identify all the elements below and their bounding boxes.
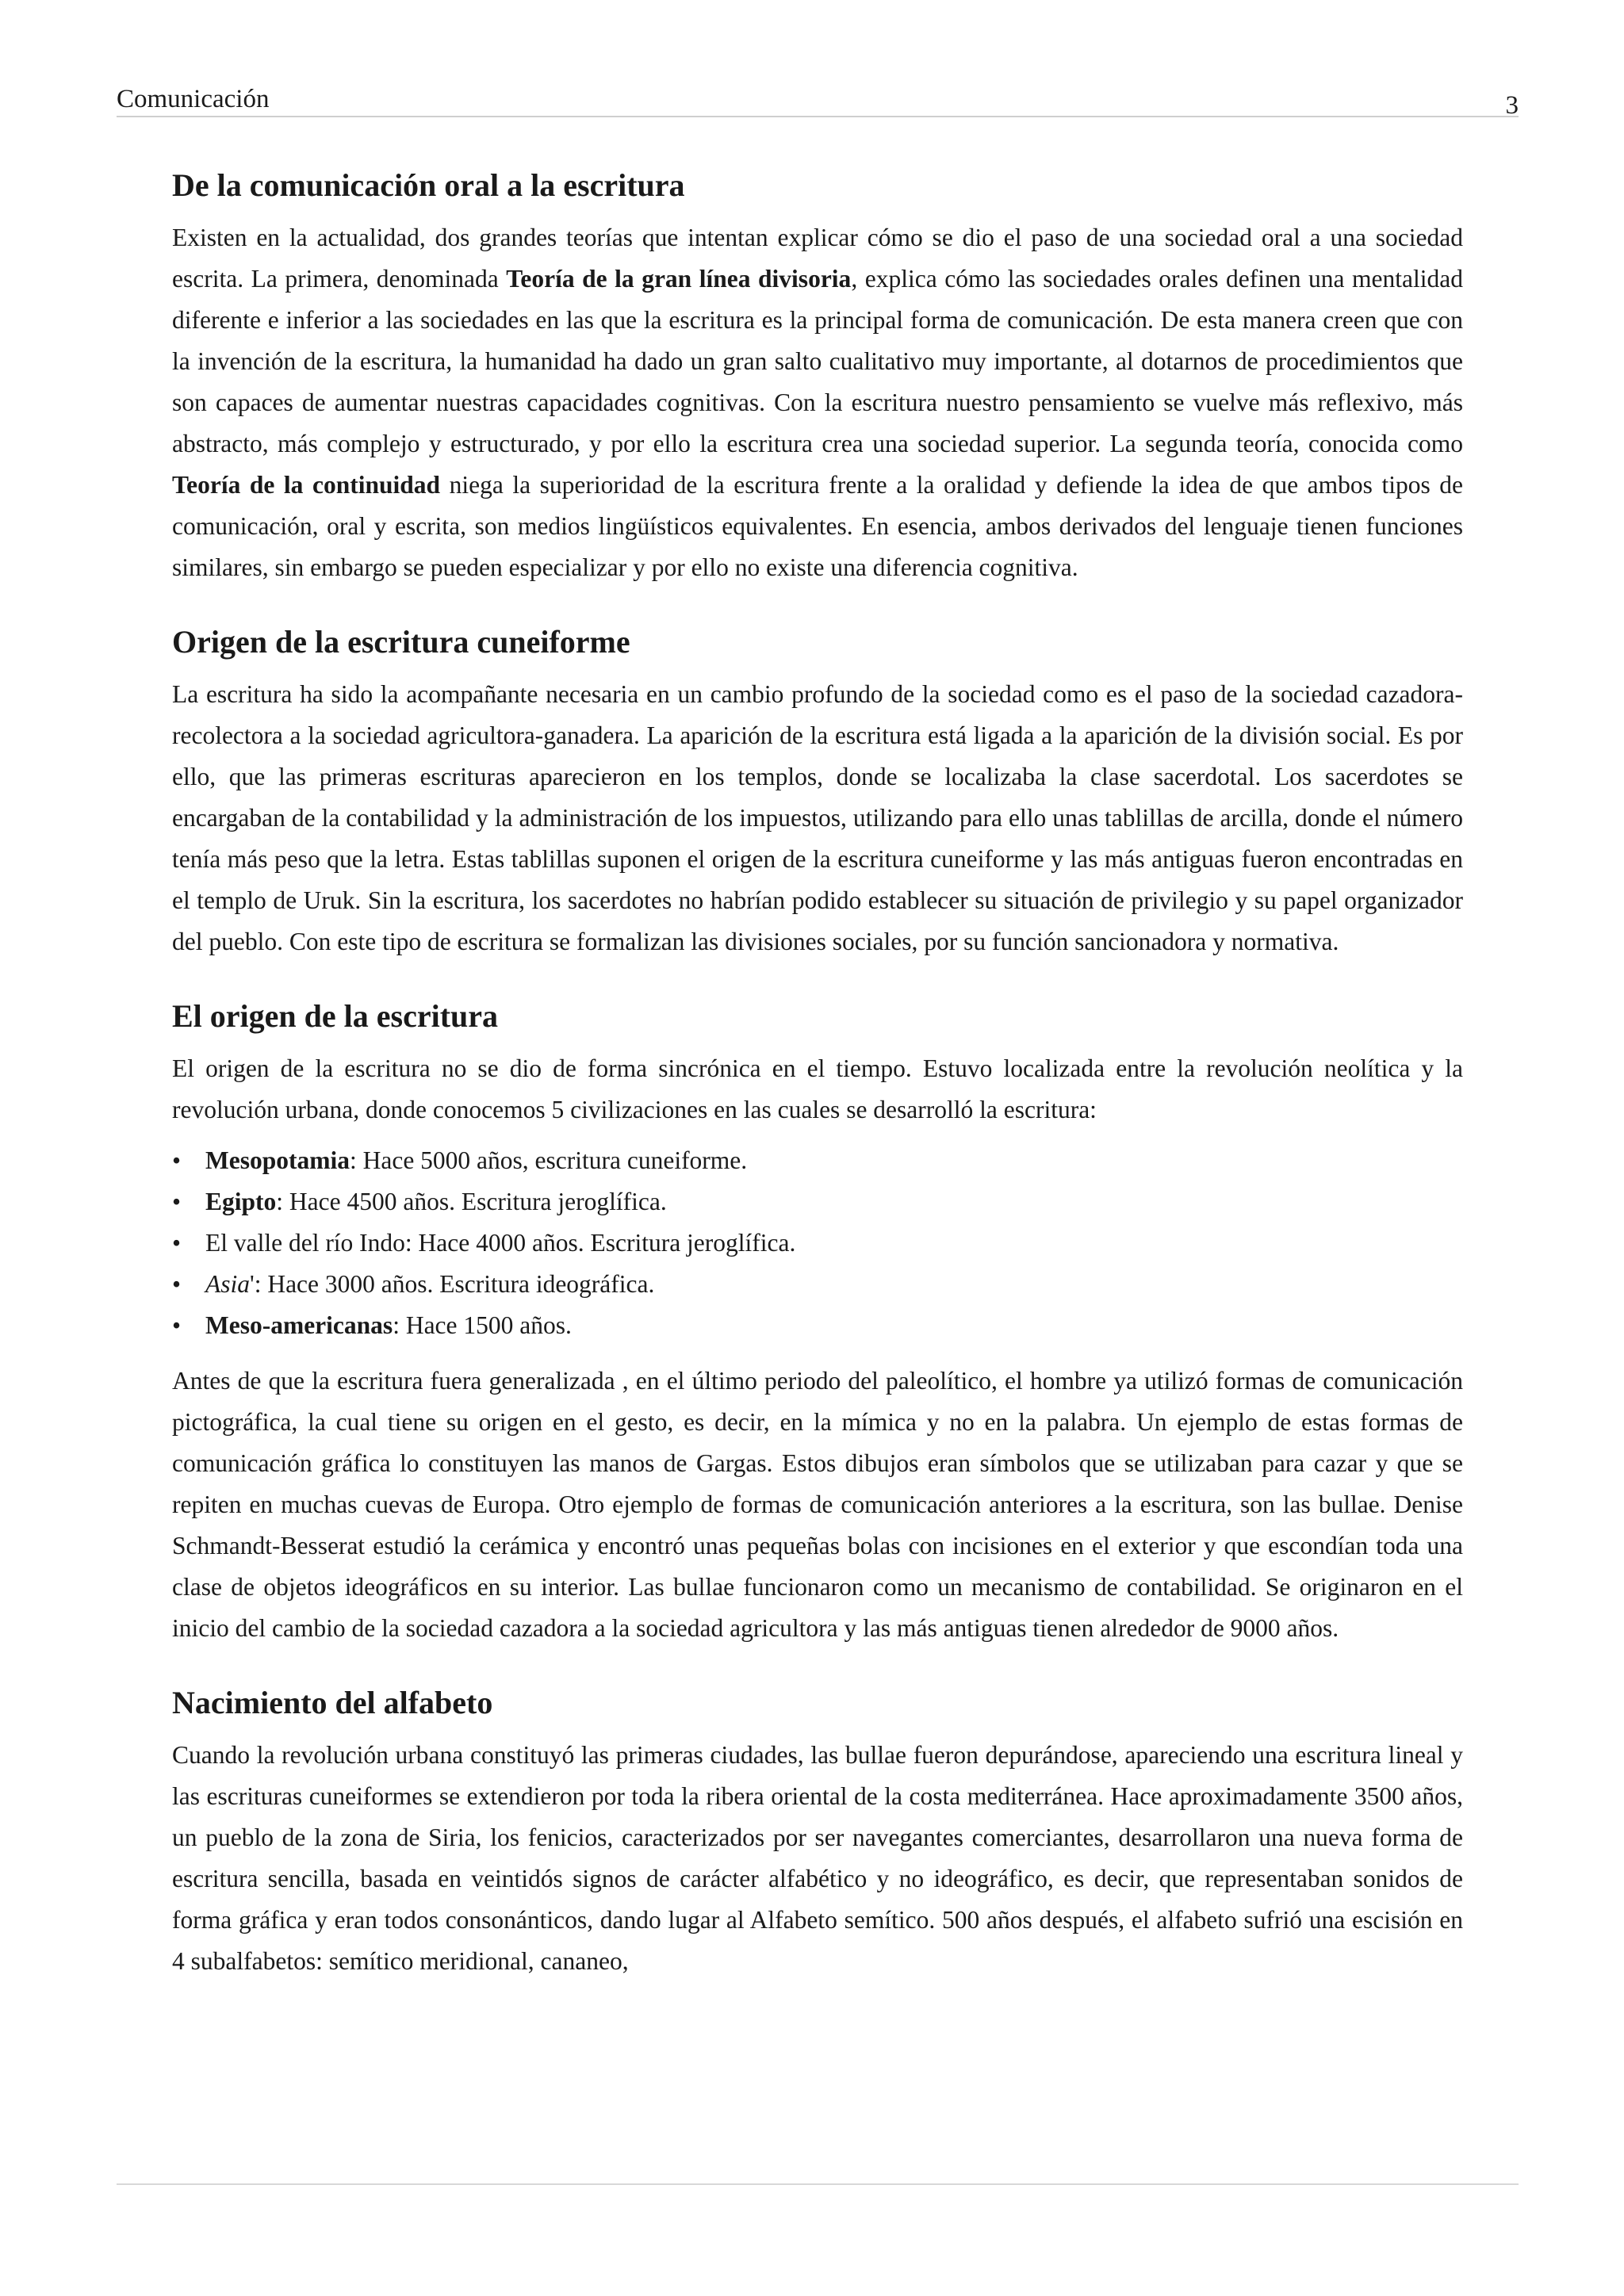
list-item-text: : Hace 4500 años. Escritura jeroglífica. [276,1188,667,1215]
text-run: , explica cómo las sociedades orales definen una mentalidad diferente e inferior a las sociedades en las que la escritura es la principal forma de comunicación. De esta manera creen que con la invención de la escritura, la humanidad ha dado un gran salto cualitativo muy importante, al dotarnos de procedimientos que son capaces de aumentar nuestras capacidades cognitivas. Con la escritura nuestro pensamiento se vuelve más reflexivo, más abstracto, más complejo y estructurado, y por ello la escritura crea una sociedad superior. La segunda teoría, conocida como [172,265,1463,457]
list-item-term: Meso-americanas [205,1311,393,1339]
section-heading-origen-escritura: El origen de la escritura [172,998,499,1034]
bullet-icon: • [172,1188,182,1215]
civilizations-list [172,1140,1463,1346]
list-item [172,1264,1463,1305]
section-heading-cuneiforme: Origen de la escritura cuneiforme [172,624,630,660]
paragraph-teorias [172,217,1463,588]
text-run: niega la superioridad de la escritura frente a la oralidad y defiende la idea de que ambos tipos de comunicación, oral y escrita, son medios lingüísticos equivalentes. En esencia, ambos derivados del lenguaje tienen funciones similares, sin embargo se pueden especializar y por ello no existe una diferencia cognitiva. [172,471,1463,581]
footer-divider [117,2183,1519,2185]
bold-term-gran-linea: Teoría de la gran línea divisoria [506,265,852,293]
list-item-italic-term: Asia [205,1270,251,1298]
bullet-icon: • [172,1229,182,1257]
running-header [117,79,1519,120]
list-item-text: : Hace 1500 años. [393,1311,572,1339]
page-number: 3 [1505,91,1519,120]
list-item [172,1181,1463,1223]
list-item-text: ': Hace 3000 años. Escritura ideográfica. [250,1270,655,1298]
list-item-text: El valle del río Indo: Hace 4000 años. Escritura jeroglífica. [205,1229,796,1257]
list-item [172,1140,1463,1181]
bullet-icon: • [172,1311,182,1339]
running-header-title: Comunicación [117,85,270,113]
list-item [172,1223,1463,1264]
section-heading-alfabeto: Nacimiento del alfabeto [172,1685,493,1720]
list-item-term: Mesopotamia [205,1146,350,1174]
bold-term-continuidad: Teoría de la continuidad [172,471,441,499]
section-heading-oral-escritura: De la comunicación oral a la escritura [172,167,685,203]
bullet-icon: • [172,1146,182,1174]
paragraph-origen-intro: El origen de la escritura no se dio de forma sincrónica en el tiempo. Estuvo localizada entre la revolución neolítica y la revolución urbana, donde conocemos 5 civilizaciones en las cuales se desarrolló la escritura: [172,1054,1463,1123]
paragraph-cuneiforme: La escritura ha sido la acompañante necesaria en un cambio profundo de la sociedad como es el paso de la sociedad cazadora-recolectora a la sociedad agricultora-ganadera. La aparición de la escritura está ligada a la aparición de la división social. Es por ello, que las primeras escrituras aparecieron en los templos, donde se localizaba la clase sacerdotal. Los sacerdotes se encargaban de la contabilidad y la administración de los impuestos, utilizando para ello unas tablillas de arcilla, donde el número tenía más peso que la letra. Estas tablillas suponen el origen de la escritura cuneiforme y las más antiguas fueron encontradas en el templo de Uruk. Sin la escritura, los sacerdotes no habrían podido establecer su situación de privilegio y su papel organizador del pueblo. Con este tipo de escritura se formalizan las divisiones sociales, por su función sancionadora y normativa. [172,680,1463,955]
bullet-icon: • [172,1270,182,1298]
list-item-term: Egipto [205,1188,277,1215]
list-item [172,1305,1463,1346]
page-content [172,165,1463,2015]
list-item-text: : Hace 5000 años, escritura cuneiforme. [349,1146,748,1174]
paragraph-pictografica: Antes de que la escritura fuera generalizada , en el último periodo del paleolítico, el hombre ya utilizó formas de comunicación pictográfica, la cual tiene su origen en el gesto, es decir, en la mímica y no en la palabra. Un ejemplo de estas formas de comunicación gráfica lo constituyen las manos de Gargas. Estos dibujos eran símbolos que se utilizaban para cazar y que se repiten en muchas cuevas de Europa. Otro ejemplo de formas de comunicación anteriores a la escritura, son las bullae. Denise Schmandt-Besserat estudió la cerámica y encontró unas pequeñas bolas con incisiones en el exterior y que escondían toda una clase de objetos ideográficos en su interior. Las bullae funcionaron como un mecanismo de contabilidad. Se originaron en el inicio del cambio de la sociedad cazadora a la sociedad agricultora y las más antiguas tienen alrededor de 9000 años. [172,1367,1463,1642]
text-run: Existen en la actualidad, dos grandes teorías que intentan explicar cómo se dio el paso de una sociedad oral a una sociedad escrita. La primera, denominada [172,224,1463,293]
paragraph-alfabeto: Cuando la revolución urbana constituyó las primeras ciudades, las bullae fueron depurándose, apareciendo una escritura lineal y las escrituras cuneiformes se extendieron por toda la ribera oriental de la costa mediterránea. Hace aproximadamente 3500 años, un pueblo de la zona de Siria, los fenicios, caracterizados por ser navegantes comerciantes, desarrollaron una nueva forma de escritura sencilla, basada en veintidós signos de carácter alfabético y no ideográfico, es decir, que representaban sonidos de forma gráfica y eran todos consonánticos, dando lugar al Alfabeto semítico. 500 años después, el alfabeto sufrió una escisión en 4 subalfabetos: semítico meridional, cananeo, [172,1741,1463,1975]
